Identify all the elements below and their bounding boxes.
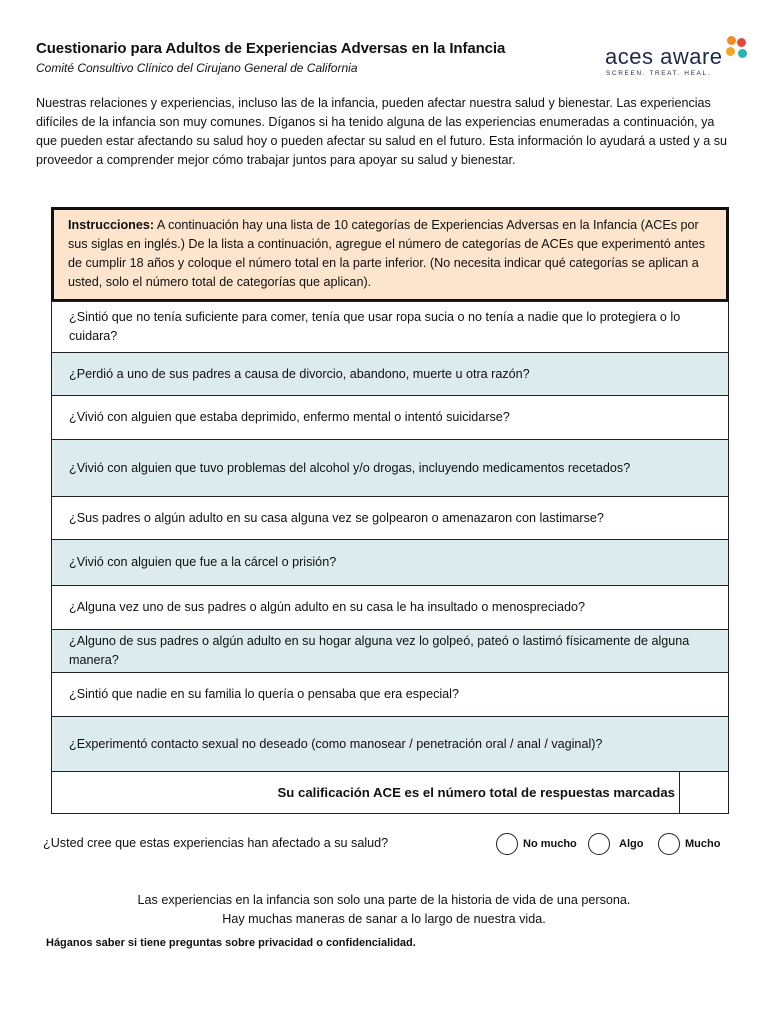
radio-circle[interactable]	[658, 833, 680, 855]
logo-dot-orange	[727, 36, 736, 45]
radio-circle[interactable]	[588, 833, 610, 855]
logo-dot-red	[737, 38, 746, 47]
instructions-text: A continuación hay una lista de 10 categorías de Experiencias Adversas en la Infancia (ACEs por sus siglas en inglés.) De la lista a continuación, agregue el número de categorías de ACEs que experimentó antes de cumplir 18 años y coloque el número total en la parte inferior. (No necesita indicar qué categorías se aplican a usted, solo el número total de categorías que aplican).	[68, 218, 706, 289]
logo-dot-yellow	[726, 47, 735, 56]
question-row[interactable]	[52, 439, 728, 496]
logo-dot-teal	[738, 49, 747, 58]
intro-paragraph: Nuestras relaciones y experiencias, incluso las de la infancia, pueden afectar nuestra salud y bienestar. Las experiencias difíciles de la infancia son muy comunes. Díganos si ha tenido alguna de las experiencias enumeradas a continuación, ya que pueden estar afectando su salud hoy o pueden afectar su salud en el futuro. Esta información lo ayudará a usted y a su proveedor a comprender mejor cómo trabajar juntos para apoyar su salud y bienestar.	[36, 96, 728, 167]
closing-line-2: Hay muchas maneras de sanar a lo largo de nuestra vida.	[222, 912, 546, 926]
option-label: Algo	[619, 838, 644, 850]
closing-line-1: Las experiencias en la infancia son solo una parte de la historia de vida de una persona.	[137, 893, 631, 907]
question-text: ¿Vivió con alguien que tuvo problemas del alcohol y/o drogas, incluyendo medicamentos recetados?	[69, 460, 631, 475]
aces-aware-logo	[605, 36, 745, 80]
score-label: Su calificación ACE es el número total de respuestas marcadas	[277, 785, 675, 800]
question-row[interactable]	[52, 585, 728, 629]
instructions-label: Instrucciones:	[68, 218, 155, 232]
question-row[interactable]	[52, 301, 728, 352]
score-input-box[interactable]	[679, 772, 728, 813]
question-text: ¿Alguna vez uno de sus padres o algún adulto en su casa le ha insultado o menospreciado?	[69, 600, 585, 614]
radio-circle[interactable]	[496, 833, 518, 855]
question-text: ¿Alguno de sus padres o algún adulto en su hogar alguna vez lo golpeó, pateó o lastimó físicamente de alguna manera?	[69, 634, 690, 667]
question-text: ¿Experimentó contacto sexual no deseado (como manosear / penetración oral / anal / vaginal)?	[69, 736, 603, 751]
question-row[interactable]	[52, 672, 728, 716]
ace-questions-table	[51, 207, 729, 814]
question-row[interactable]	[52, 539, 728, 585]
logo-text: aces aware	[605, 44, 723, 69]
health-question: ¿Usted cree que estas experiencias han afectado a su salud?	[43, 836, 389, 850]
question-text: ¿Vivió con alguien que fue a la cárcel o prisión?	[69, 555, 337, 569]
question-text: ¿Sus padres o algún adulto en su casa alguna vez se golpearon o amenazaron con lastimarse?	[69, 510, 604, 525]
question-row[interactable]	[52, 629, 728, 672]
document-subtitle: Comité Consultivo Clínico del Cirujano General de California	[36, 61, 358, 75]
question-text: ¿Sintió que no tenía suficiente para comer, tenía que usar ropa sucia o no tenía a nadie que lo protegiera o lo cuidara?	[69, 310, 681, 343]
question-row[interactable]	[52, 352, 728, 395]
option-label: Mucho	[685, 838, 721, 850]
option-label: No mucho	[523, 838, 577, 850]
question-row[interactable]	[52, 716, 728, 771]
question-text: ¿Vivió con alguien que estaba deprimido, enfermo mental o intentó suicidarse?	[69, 410, 510, 424]
question-text: ¿Perdió a uno de sus padres a causa de divorcio, abandono, muerte u otra razón?	[69, 366, 530, 381]
question-row[interactable]	[52, 395, 728, 439]
instructions-box	[51, 207, 729, 302]
privacy-note: Háganos saber si tiene preguntas sobre privacidad o confidencialidad.	[46, 937, 416, 949]
option-mucho[interactable]	[658, 833, 720, 855]
question-text: ¿Sintió que nadie en su familia lo quería o pensaba que era especial?	[69, 687, 459, 701]
question-row[interactable]	[52, 496, 728, 539]
score-row	[52, 771, 728, 813]
option-algo[interactable]	[588, 833, 643, 855]
document-title: Cuestionario para Adultos de Experiencias Adversas en la Infancia	[36, 40, 506, 57]
logo-tagline: SCREEN. TREAT. HEAL.	[606, 70, 712, 77]
option-no-mucho[interactable]	[496, 833, 577, 855]
